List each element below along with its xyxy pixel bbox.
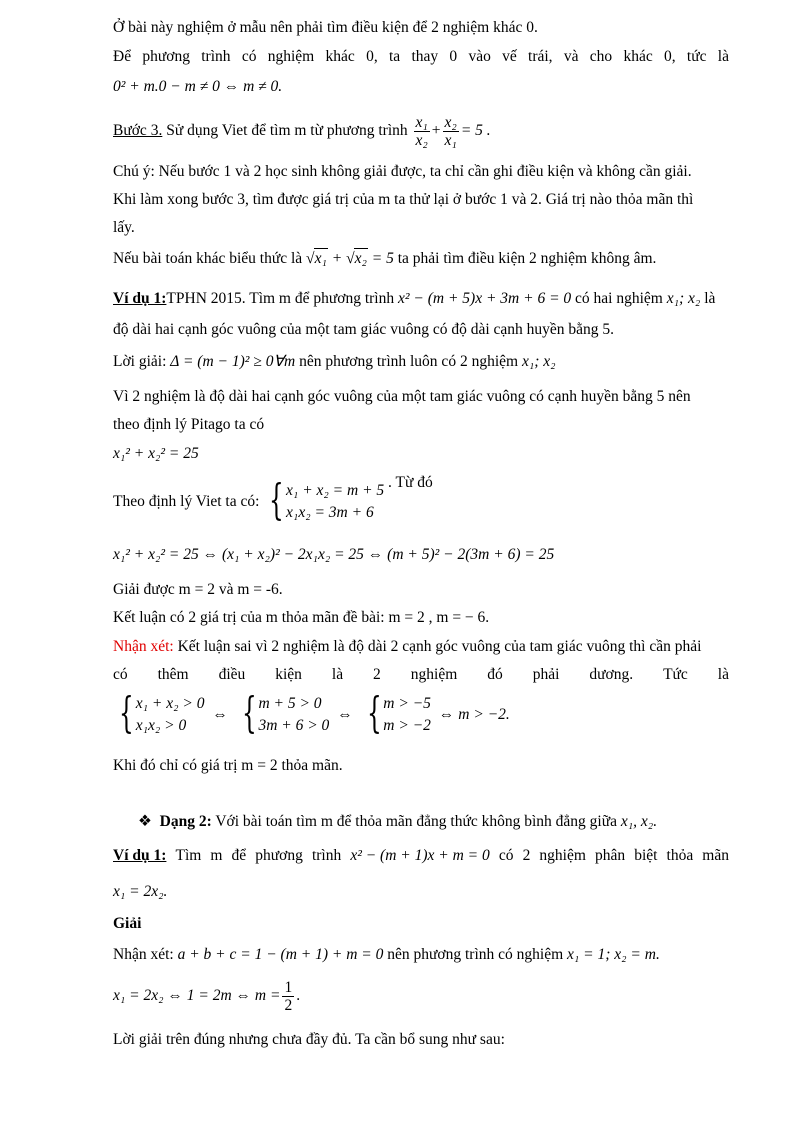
remark-line [113,637,729,657]
paragraph-line [113,945,729,965]
example-line [113,846,729,866]
text: theo định lý Pitago ta có [113,416,265,433]
word: phương [255,847,303,864]
viet-line [113,474,729,524]
word: có [498,847,514,864]
paragraph-line [113,18,729,38]
word: có [113,666,128,683]
text: Ở bài này nghiệm ở mẫu nên phải tìm điều kiện để 2 nghiệm khác 0. [113,19,538,36]
text: ta phải tìm điều kiện 2 nghiệm không âm. [393,250,657,267]
brace-icon: { [366,688,382,737]
text: độ dài hai cạnh góc vuông của một tam giác vuông có độ dài cạnh huyền bằng 5. [113,321,615,338]
word: phải [532,666,560,683]
text: là [700,290,716,307]
word: biệt [634,847,658,864]
word: khác [325,48,355,65]
paragraph-line [113,218,729,238]
numerator: x₁ [415,113,428,131]
operator: = 5 [367,250,394,267]
form-label: Dạng 2: [159,813,212,830]
math-expression: x₁; x₂ [666,290,701,307]
word: khác [623,48,653,65]
example-label: Ví dụ 1: [113,847,167,864]
text: Kết luận có 2 giá trị của m thỏa mãn đề bài: m = 2 , m = − 6. [113,609,490,626]
math-line [113,545,729,565]
math-expression: a + b + c = 1 − (m + 1) + m = 0 [177,946,384,963]
solution-heading [113,914,729,934]
math-line [113,77,729,97]
word: thay [411,48,439,65]
paragraph-justified [113,665,729,685]
fraction [282,979,294,1014]
iff-symbol: ⇔ [337,706,353,723]
word: 0, [663,48,676,65]
paragraph-line [113,415,729,435]
word: Tức [663,666,688,683]
word: Để [113,48,132,65]
denominator: 2 [284,996,293,1014]
paragraph-line [113,608,729,628]
system-row: m + 5 > 0 [258,695,322,712]
numerator: 1 [284,978,293,996]
text: có hai nghiệm [571,290,667,307]
step-label: Bước 3. [113,122,163,139]
word: cho [589,48,613,65]
text: nên phương trình có nghiệm [383,946,568,963]
word: dương. [589,666,634,683]
math-expression: x₁² + x₂² = 25 ⇔ (x₁ + x₂)² − 2x₁x₂ = 25 ⇔ (m + 5)² − 2(3m + 6) = 25 [113,546,555,563]
math-line [113,978,729,1014]
paragraph-line [113,387,729,407]
math-line [113,444,729,464]
math-expression: x₁, x₂. [620,813,658,830]
denominator: x₂ [415,131,428,149]
word: nghiệm [410,666,458,683]
equation-system [113,688,205,737]
step-text: Sử dụng Viet để tìm m từ phương trình [162,122,408,139]
text: . Từ đó [388,474,433,491]
word: phương [142,48,190,65]
example-line [113,289,729,309]
word: kiện [275,666,302,683]
text: Chú ý: Nếu bước 1 và 2 học sinh không giải được, ta chỉ cần ghi điều kiện và không cần giải. [113,163,692,180]
paragraph-line [113,756,729,776]
paragraph-line [113,580,729,600]
paragraph-line [113,248,729,269]
word: thêm [157,666,189,683]
math-expression: Δ = (m − 1)² ≥ 0∀m [170,353,296,370]
word: 2 [522,847,531,864]
word: phân [594,847,626,864]
word: là [717,666,729,683]
system-row: m > −2 [383,717,431,734]
radicand: x₁ [314,250,327,267]
math-expression: x₁ = 1; x₂ = m. [567,946,660,963]
word: vế [502,48,517,65]
text: Vì 2 nghiệm là độ dài hai cạnh góc vuông của một tam giác vuông có cạnh huyền bằng 5 nên [113,388,691,405]
equation-system [236,688,330,737]
word: điều [218,666,246,683]
word: m [210,847,223,864]
text: TPHN 2015. Tìm m để phương trình [166,290,398,307]
word: có [241,48,257,65]
math-expression: m > −2. [458,706,510,723]
form-heading [138,812,729,832]
iff-symbol: ⇔ [438,706,455,723]
word: 2 [373,666,381,683]
numerator: x₂ [444,113,457,131]
text: . [296,987,301,1004]
word: và [563,48,579,65]
word: vào [468,48,491,65]
word: Tìm [175,847,202,864]
denominator: x₁ [444,131,457,149]
text: Giải được m = 2 và m = -6. [113,581,283,598]
operator: + [327,250,347,267]
fraction [443,114,459,149]
text: Khi đó chỉ có giá trị m = 2 thỏa mãn. [113,757,343,774]
step3-line: Bước 3. Sử dụng Viet để tìm m từ phương trình $\frac{\text{x₁}}{\text{x₂}}$ + $\frac{\text{x₂}}{\text{x₁}}$ = 5 . [113,113,491,149]
math-expression: x² − (m + 5)x + 3m + 6 = 0 [398,290,572,307]
brace-icon: { [241,688,257,737]
iff-symbol: ⇔ [212,706,228,723]
systems-line [113,688,729,737]
math-expression: 0² + m.0 − m ≠ 0 ⇔ m ≠ 0. [113,78,283,95]
word: 0, [366,48,378,65]
word: để [231,847,247,864]
system-row: x₁ + x₂ = m + 5 [286,482,385,499]
text: Với bài toán tìm m để thỏa mãn đẳng thức không bình đẳng giữa [211,813,621,830]
math-expression: √x₁ + √x₂ = 5 [306,250,394,267]
paragraph-line [113,320,729,340]
word: thỏa [666,847,694,864]
text: Nhận xét: [113,946,178,963]
system-row: x₁x₂ = 3m + 6 [286,504,374,521]
math-expression: x₁ = 2x₂. [113,883,168,900]
word: tức [686,48,707,65]
radicand: x₂ [354,250,367,267]
word: trình [201,48,231,65]
remark-label: Nhận xét: [113,638,174,655]
math-line [113,882,729,902]
equation-system [361,688,431,737]
text: Lời giải: [113,353,171,370]
word: 0 [449,48,458,65]
text: Khi làm xong bước 3, tìm được giá trị của m ta thử lại ở bước 1 và 2. Giá trị nào thỏa mãn thì [113,191,694,208]
heading: Giải [113,915,142,932]
fraction [414,114,430,149]
word: trình [311,847,342,864]
brace-icon: { [269,475,285,524]
text: lấy. [113,219,135,236]
word: ta [388,48,401,65]
word: trái, [528,48,553,65]
paragraph-line [113,352,729,372]
word: là [717,48,729,65]
text: Lời giải trên đúng nhưng chưa đầy đủ. Ta cần bổ sung như sau: [113,1031,505,1048]
paragraph-line [113,190,729,210]
word: nghiệm [539,847,586,864]
word: đó [487,666,503,683]
word: x² − (m + 1)x + m = 0 [350,847,490,864]
word: là [331,666,344,683]
word: mãn [702,847,729,864]
system-row: x₁ + x₂ > 0 [135,695,205,712]
text: Nếu bài toán khác biểu thức là [113,250,307,267]
word: nghiệm [267,48,315,65]
math-expression: x₁² + x₂² = 25 [113,445,199,462]
math-expression: x₁; x₂ [521,353,556,370]
example-label: Ví dụ 1: [113,290,167,307]
diamond-bullet-icon: ❖ [138,813,152,830]
system-row: x₁x₂ > 0 [135,717,187,734]
equation-system [263,475,385,524]
text: Kết luận sai vì 2 nghiệm là độ dài 2 cạnh góc vuông của tam giác vuông thì cần phải [173,638,702,655]
system-row: 3m + 6 > 0 [258,717,330,734]
paragraph-justified [113,47,729,67]
paragraph-line [113,1030,729,1050]
math-expression: x₁ = 2x₂ ⇔ 1 = 2m ⇔ m = [113,987,281,1004]
text: nên phương trình luôn có 2 nghiệm [295,353,522,370]
text: Theo định lý Viet ta có: [113,493,264,510]
system-row: m > −5 [383,695,431,712]
brace-icon: { [119,688,134,737]
math-expression: = 5 . [460,122,491,139]
paragraph-line [113,162,729,182]
